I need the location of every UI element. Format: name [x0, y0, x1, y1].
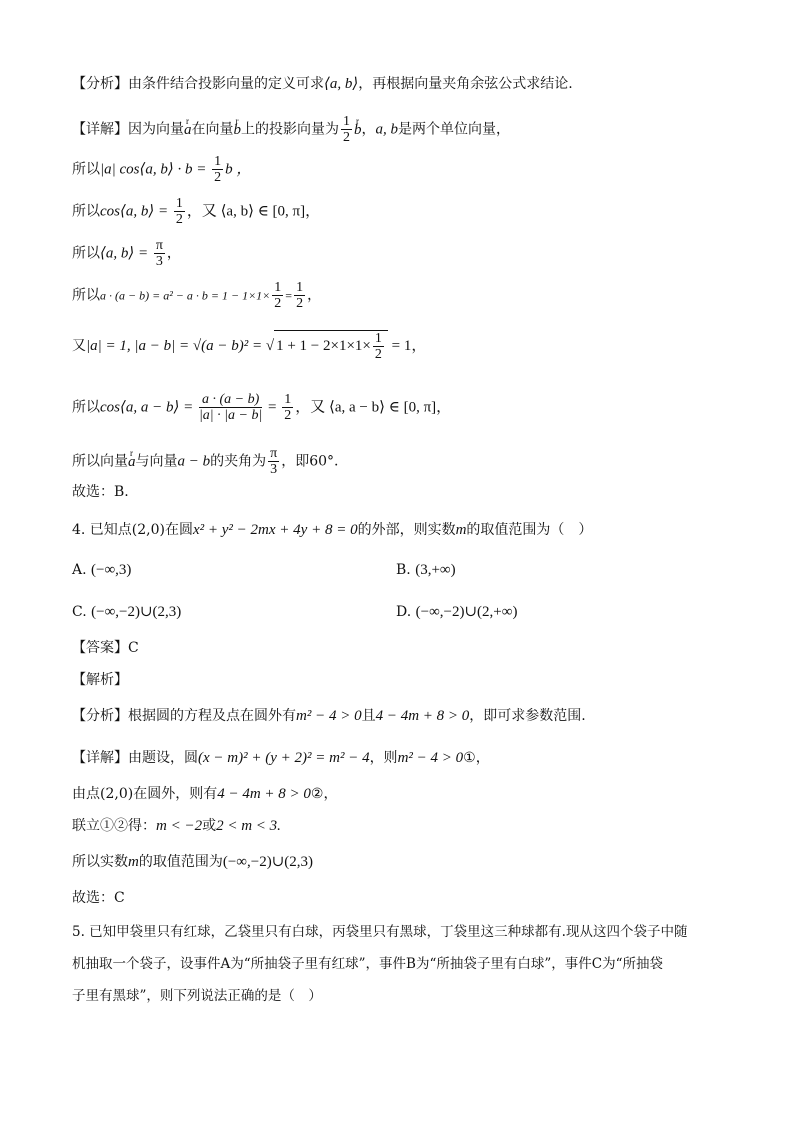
vector-a: r a: [128, 452, 136, 472]
denominator: 2: [274, 296, 282, 311]
q4-choice: 故选：C: [72, 890, 125, 906]
math-expression: cos⟨a, b⟩ =: [100, 203, 172, 220]
radicand: 1 + 1 − 2×1×1×: [276, 337, 371, 354]
denominator: 2: [284, 408, 292, 423]
math-expression: |a| = 1, |a − b| = √(a − b)² =: [86, 337, 266, 354]
denominator: 2: [374, 347, 382, 362]
math-expression: 4 − 4m + 8 > 0: [375, 708, 470, 724]
vector-b: r b: [354, 120, 362, 140]
variable-m: m: [128, 854, 139, 870]
text: 且: [361, 708, 376, 724]
option-label: B.: [396, 562, 411, 578]
text: ，则: [369, 750, 398, 766]
q3-choice: 故选：B.: [72, 484, 129, 500]
q5-stem-line-3: 子里有黑球”，则下列说法正确的是（ ）: [72, 988, 322, 1004]
q4-option-d[interactable]: [396, 602, 517, 621]
analysis-text: ，再根据向量夹角余弦公式求结论.: [358, 76, 573, 92]
math-expression: m² − 4 > 0: [296, 708, 362, 724]
text: 或: [202, 818, 217, 834]
q5-stem-line-1: 5. 已知甲袋里只有红球，乙袋里只有白球，丙袋里只有黑球，丁袋里这三种球都有.现从这四个袋子中随: [72, 924, 688, 940]
q4-detail-line-2: [72, 784, 337, 804]
option-label: A.: [72, 562, 87, 578]
numerator: 1: [175, 196, 183, 211]
math-expression: (−∞,−2)∪(2,3): [222, 854, 314, 870]
text: 的取值范围为（ ）: [466, 522, 593, 538]
q4-stem: [72, 520, 592, 540]
math-expression: ，又 ⟨a, a − b⟩ ∈ [0, π]，: [295, 399, 452, 416]
text: 因为向量: [128, 121, 184, 138]
text: 所以: [72, 245, 100, 262]
q3-detail-line-7: [72, 392, 451, 423]
q4-option-b[interactable]: [396, 562, 456, 579]
numerator: 1: [284, 392, 292, 407]
fraction: [174, 196, 185, 227]
denominator: 2: [296, 296, 304, 311]
text: ，即可求参数范围.: [469, 708, 586, 724]
text: 所以: [72, 161, 100, 178]
fraction: [268, 446, 279, 477]
radical: [274, 330, 388, 362]
numerator: 1: [374, 331, 382, 346]
text: 所以: [72, 203, 100, 220]
math-expression: cos⟨a, a − b⟩ =: [100, 399, 197, 416]
math-expression: 2 < m < 3.: [216, 818, 281, 834]
text: ，: [166, 245, 181, 262]
text: 所以: [72, 399, 100, 416]
math-expression: a · (a − b) = a² − a · b = 1 − 1×1×: [100, 288, 271, 303]
option-value: (−∞,3): [91, 562, 132, 578]
math-expression: m < −2: [156, 818, 203, 834]
math-expression: (x − m)² + (y + 2)² = m² − 4: [198, 750, 370, 766]
text: 联立①②得：: [72, 818, 156, 834]
math-expression: m² − 4 > 0: [397, 750, 464, 766]
math-expression: x² + y² − 2mx + 4y + 8 = 0: [193, 522, 358, 538]
detail-label: 【详解】: [72, 750, 128, 766]
math-expression: ⟨a, b⟩ =: [100, 245, 152, 262]
q3-detail-line-8: [72, 446, 338, 477]
fraction: [373, 331, 384, 362]
math-expression: |a| cos⟨a, b⟩ · b =: [100, 161, 211, 178]
fraction: [154, 238, 165, 269]
denominator: 3: [270, 462, 278, 477]
text: ，即60°.: [281, 453, 339, 470]
text: 的外部，则实数: [357, 522, 456, 538]
fraction: [282, 392, 293, 423]
numerator: π: [270, 446, 278, 461]
q3-detail-line-5: 所以a · (a − b) = a² − a · b = 1 − 1×1× $\frac{1}{2}$ = $\frac{1}{2}$ ，: [72, 280, 322, 311]
fraction: [212, 154, 223, 185]
math-expression: = 1，: [387, 337, 427, 354]
denominator: |a| · |a − b|: [198, 408, 263, 423]
q4-explain-label: 【解析】: [72, 672, 128, 688]
math-expression: a, b: [375, 121, 398, 138]
vector-a-minus-b: a − b: [177, 453, 211, 470]
option-value: (−∞,−2)∪(2,3): [91, 604, 182, 620]
fraction: [199, 392, 262, 423]
detail-label: 【详解】: [72, 121, 128, 138]
option-value: (3,+∞): [415, 562, 456, 578]
q4-analysis-line: [72, 706, 586, 726]
text: 是两个单位向量，: [398, 121, 510, 138]
variable-m: m: [455, 522, 467, 538]
text: ，: [307, 287, 322, 304]
text: 在向量: [191, 121, 234, 138]
q3-detail-line-2: [72, 154, 251, 185]
q4-detail-line-3: [72, 816, 281, 836]
text: ②，: [310, 786, 338, 802]
q4-answer: 【答案】C: [72, 640, 139, 656]
text: 所以向量: [72, 453, 128, 470]
denominator: 2: [214, 170, 222, 185]
text: 由题设，圆: [128, 750, 198, 766]
math-expression: ，又 ⟨a, b⟩ ∈ [0, π]，: [186, 203, 321, 220]
option-value: (−∞,−2)∪(2,+∞): [415, 604, 518, 620]
text: 根据圆的方程及点在圆外有: [128, 708, 296, 724]
numerator: π: [155, 238, 163, 253]
denominator: 2: [175, 212, 183, 227]
text: 又: [72, 337, 86, 354]
text: 的取值范围为: [138, 854, 223, 870]
math-expression: b ，: [225, 161, 252, 178]
analysis-text: 由条件结合投影向量的定义可求: [128, 76, 324, 92]
equals: =: [264, 399, 281, 416]
text: 上的投影向量为: [241, 121, 339, 138]
option-label: D.: [396, 604, 412, 620]
analysis-label: 【分析】: [72, 76, 128, 92]
q3-detail-line-6: 又|a| = 1, |a − b| = √(a − b)² = √ 1 + 1 − 2×1×1× $\frac{1}{2}$ = 1，: [72, 331, 427, 362]
text: ，: [361, 121, 376, 138]
text: ①，: [463, 750, 490, 766]
text: 的夹角为: [210, 453, 267, 470]
fraction: [294, 280, 305, 311]
numerator: 1: [274, 280, 282, 295]
numerator: 1: [214, 154, 222, 169]
fraction: [272, 280, 283, 311]
q3-detail-line-4: [72, 238, 181, 269]
q3-detail-line-3: [72, 196, 320, 227]
q4-detail-line-4: [72, 852, 313, 872]
q4-detail-line-1: [72, 748, 490, 768]
text: 由点(2,0)在圆外，则有: [72, 786, 218, 802]
math-expression: 4 − 4m + 8 > 0: [217, 786, 311, 802]
q5-stem-line-2: 机抽取一个袋子，设事件A为“所抽袋子里有红球”，事件B为“所抽袋子里有白球”，事件C为“所抽袋: [72, 956, 664, 972]
fraction: [341, 114, 352, 145]
option-label: C.: [72, 604, 87, 620]
numerator: 1: [343, 114, 350, 129]
q3-analysis-line: [72, 74, 573, 94]
q4-option-a[interactable]: [72, 562, 131, 579]
numerator: 1: [296, 280, 304, 295]
vector-b: r b: [234, 120, 242, 140]
numerator: a · (a − b): [199, 392, 262, 408]
text: 所以实数: [72, 854, 128, 870]
analysis-label: 【分析】: [72, 708, 128, 724]
q4-option-c[interactable]: [72, 602, 181, 621]
q3-detail-line-1: [72, 114, 510, 145]
denominator: 3: [155, 254, 163, 269]
text: 4. 已知点(2,0)在圆: [72, 522, 193, 538]
text: 所以: [72, 287, 100, 304]
math-expression: ⟨a, b⟩: [324, 76, 359, 92]
vector-a: r a: [184, 120, 192, 140]
text: 与向量: [135, 453, 178, 470]
denominator: 2: [343, 130, 350, 145]
